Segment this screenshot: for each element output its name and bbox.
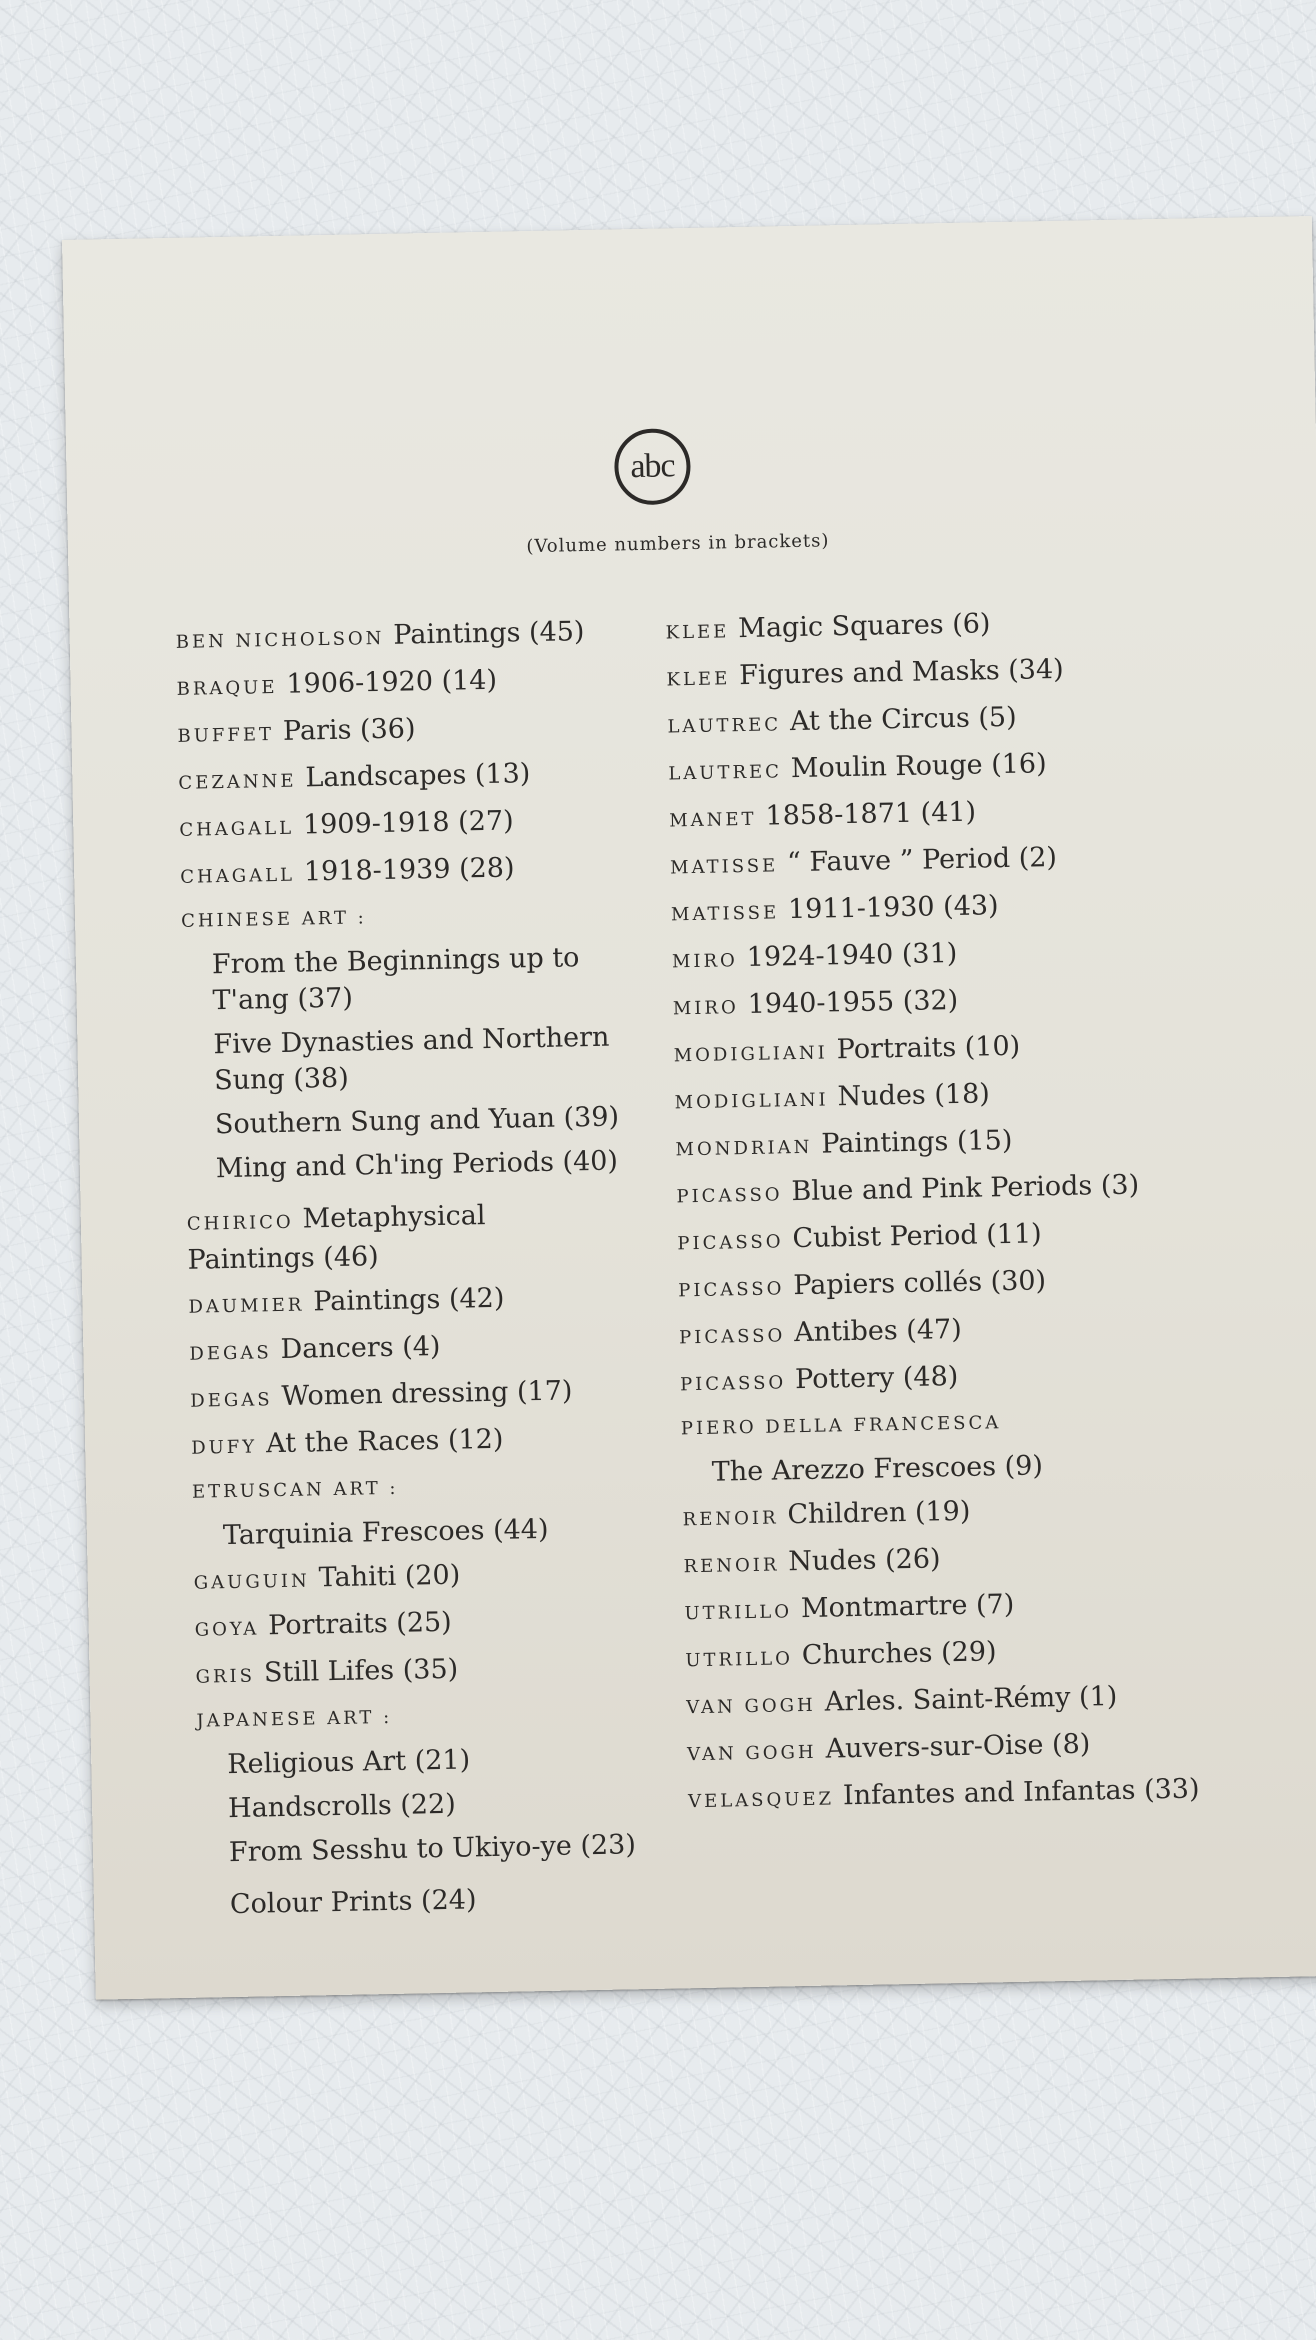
artist-name: MANET bbox=[669, 808, 757, 832]
artist-name: GAUGUIN bbox=[193, 1570, 310, 1594]
artist-name: DEGAS bbox=[190, 1389, 273, 1412]
artist-name: DUFY bbox=[191, 1436, 258, 1459]
artist-name: BUFFET bbox=[177, 724, 275, 747]
sub-entry: Religious Art (21) bbox=[227, 1744, 471, 1781]
artist-name: CHAGALL bbox=[179, 817, 295, 841]
section-heading-text: ETRUSCAN ART : bbox=[191, 1477, 399, 1503]
artist-name: VAN GOGH bbox=[686, 1694, 816, 1719]
sub-entry: The Arezzo Frescoes (9) bbox=[711, 1450, 1044, 1488]
volume-title: 1940-1955 (32) bbox=[747, 984, 959, 1020]
catalog-entry bbox=[186, 1193, 548, 1283]
artist-name: CEZANNE bbox=[178, 770, 297, 794]
volume-title: Pottery (48) bbox=[794, 1361, 959, 1396]
volume-title: Paris (36) bbox=[282, 713, 416, 747]
volume-title: Landscapes (13) bbox=[305, 758, 531, 794]
volume-title: 1924-1940 (31) bbox=[746, 937, 958, 973]
artist-name: PICASSO bbox=[678, 1278, 785, 1302]
sub-entry: Tarquinia Frescoes (44) bbox=[222, 1513, 549, 1552]
volume-title: 1909-1918 (27) bbox=[302, 805, 514, 841]
artist-name: BEN NICHOLSON bbox=[175, 627, 385, 653]
volume-title: 1918-1939 (28) bbox=[303, 852, 515, 888]
volume-title: Women dressing (17) bbox=[281, 1375, 573, 1412]
volume-title: Nudes (26) bbox=[788, 1543, 941, 1578]
artist-name: MATISSE bbox=[669, 855, 779, 879]
volume-title: Magic Squares (6) bbox=[737, 608, 991, 645]
sub-entry: Handscrolls (22) bbox=[227, 1788, 456, 1825]
artist-name: DAUMIER bbox=[188, 1294, 305, 1318]
volume-title: Cubist Period (11) bbox=[792, 1218, 1042, 1255]
volume-title: Metaphysical Paintings (46) bbox=[187, 1200, 486, 1276]
artist-name: LAUTREC bbox=[668, 761, 783, 785]
artist-name: KLEE bbox=[665, 621, 730, 644]
artist-name: CHAGALL bbox=[180, 864, 296, 888]
artist-name: RENOIR bbox=[683, 1554, 780, 1578]
artist-name: CHIRICO bbox=[186, 1211, 294, 1235]
volume-title: Portraits (25) bbox=[267, 1606, 452, 1642]
artist-name: PICASSO bbox=[679, 1372, 787, 1396]
artist-name: PICASSO bbox=[676, 1184, 783, 1208]
artist-name: PICASSO bbox=[677, 1231, 784, 1255]
artist-name: RENOIR bbox=[682, 1507, 779, 1531]
volume-note: (Volume numbers in brackets) bbox=[526, 530, 830, 558]
volume-title: Auvers-sur-Oise (8) bbox=[825, 1728, 1091, 1765]
volume-title: Paintings (42) bbox=[312, 1282, 505, 1318]
sub-entry: Ming and Ch'ing Periods (40) bbox=[215, 1145, 619, 1185]
volume-title: Arles. Saint-Rémy (1) bbox=[824, 1681, 1118, 1718]
volume-title: Figures and Masks (34) bbox=[738, 653, 1064, 692]
volume-title: Churches (29) bbox=[801, 1636, 997, 1672]
volume-title: Nudes (18) bbox=[837, 1078, 991, 1113]
volume-title: Dancers (4) bbox=[280, 1330, 441, 1366]
volume-title: 1906-1920 (14) bbox=[286, 664, 498, 700]
volume-title: 1858-1871 (41) bbox=[765, 796, 977, 832]
artist-name: PICASSO bbox=[678, 1325, 786, 1349]
abc-logo-text: abc bbox=[630, 447, 675, 486]
section-heading-text: JAPANESE ART : bbox=[196, 1706, 393, 1732]
book-back-cover bbox=[62, 216, 1316, 2000]
volume-title: Montmartre (7) bbox=[800, 1588, 1015, 1625]
sub-entry: Colour Prints (24) bbox=[229, 1884, 477, 1921]
volume-title: “ Fauve ” Period (2) bbox=[786, 842, 1058, 879]
volume-title: Still Lifes (35) bbox=[263, 1653, 459, 1689]
section-heading-text: PIERO DELLA FRANCESCA bbox=[680, 1412, 1002, 1440]
volume-title: Moulin Rouge (16) bbox=[790, 748, 1047, 785]
left-column bbox=[175, 608, 700, 1927]
volume-title: Paintings (45) bbox=[393, 616, 585, 651]
volume-title: Tahiti (20) bbox=[318, 1559, 461, 1594]
volume-title: Antibes (47) bbox=[793, 1313, 962, 1349]
artist-name: BRAQUE bbox=[176, 676, 278, 700]
sub-entry: From the Beginnings up to T'ang (37) bbox=[211, 942, 580, 1017]
volume-title: Blue and Pink Periods (3) bbox=[791, 1169, 1140, 1208]
artist-name: MIRO bbox=[671, 950, 739, 973]
artist-name: LAUTREC bbox=[667, 714, 782, 738]
volume-title: Infantes and Infantas (33) bbox=[842, 1773, 1200, 1812]
artist-name: MODIGLIANI bbox=[674, 1089, 829, 1114]
volume-title: Papiers collés (30) bbox=[793, 1265, 1047, 1302]
artist-name: MODIGLIANI bbox=[673, 1042, 828, 1067]
artist-name: GOYA bbox=[194, 1618, 260, 1641]
artist-name: DEGAS bbox=[189, 1342, 272, 1365]
artist-name: VELASQUEZ bbox=[687, 1788, 835, 1813]
artist-name: MONDRIAN bbox=[675, 1136, 813, 1161]
abc-logo bbox=[614, 428, 691, 505]
volume-title: Children (19) bbox=[787, 1495, 971, 1531]
volume-title: At the Circus (5) bbox=[789, 701, 1017, 738]
sub-entry: From Sesshu to Ukiyo-ye (23) bbox=[228, 1829, 637, 1869]
sub-entry: Southern Sung and Yuan (39) bbox=[214, 1101, 620, 1141]
sub-entry: Five Dynasties and Northern Sung (38) bbox=[213, 1021, 610, 1097]
artist-name: GRIS bbox=[195, 1665, 256, 1688]
artist-name: UTRILLO bbox=[685, 1648, 794, 1672]
artist-name: KLEE bbox=[666, 668, 731, 691]
volume-title: At the Races (12) bbox=[265, 1423, 504, 1460]
section-heading-text: CHINESE ART : bbox=[180, 907, 367, 932]
right-column bbox=[665, 597, 1308, 1825]
artist-name: VAN GOGH bbox=[686, 1741, 817, 1766]
artist-name: UTRILLO bbox=[684, 1601, 793, 1625]
volume-title: 1911-1930 (43) bbox=[787, 890, 999, 926]
artist-name: MATISSE bbox=[670, 902, 780, 926]
volume-title: Paintings (15) bbox=[820, 1124, 1013, 1160]
volume-title: Portraits (10) bbox=[836, 1030, 1021, 1066]
artist-name: MIRO bbox=[672, 997, 739, 1020]
